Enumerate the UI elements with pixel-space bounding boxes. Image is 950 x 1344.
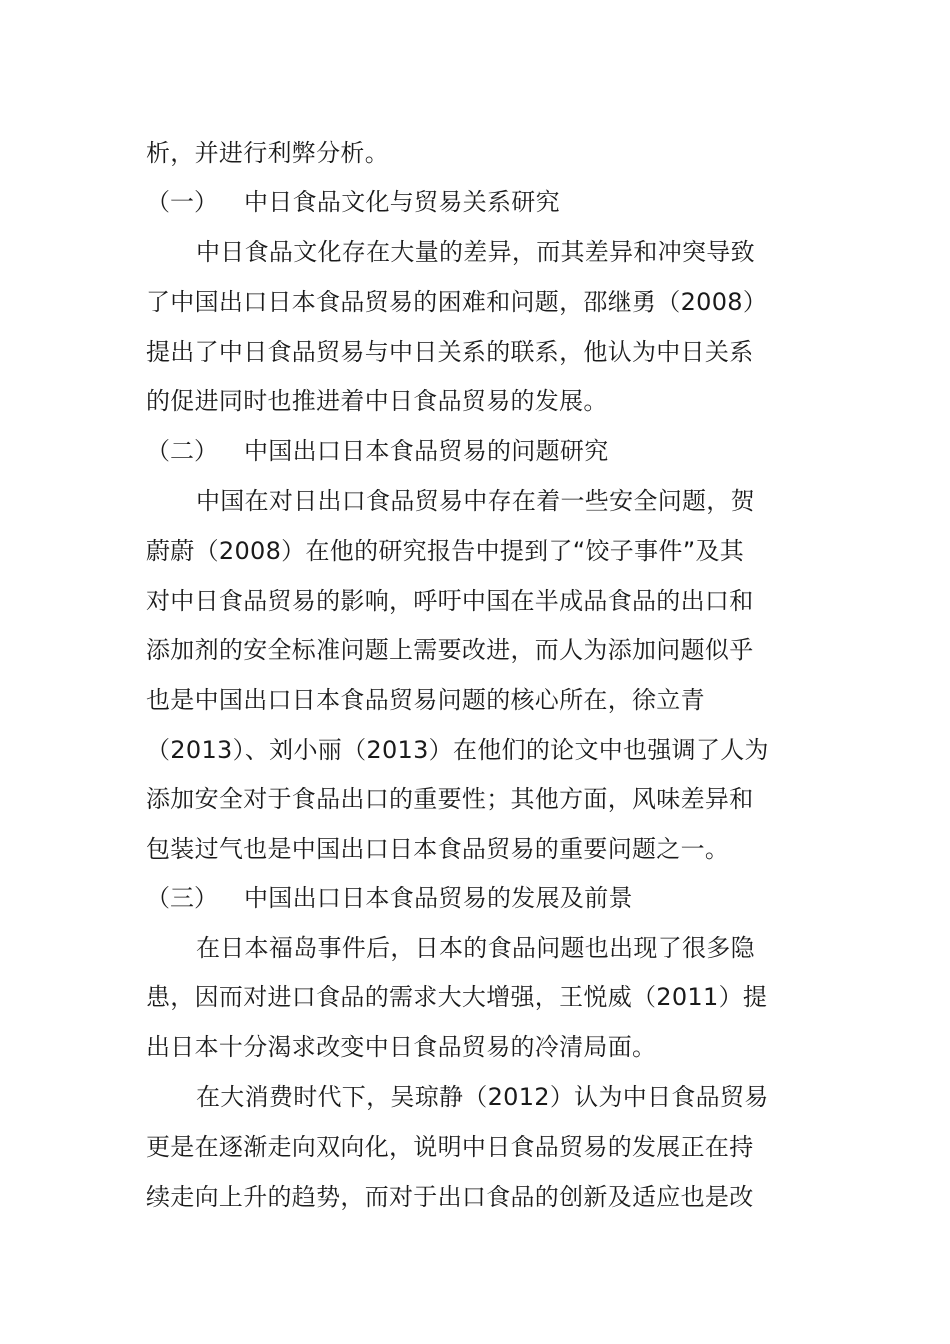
section-number: （三） [146,884,218,912]
section-heading-2 [146,436,609,466]
paragraph-line: 在大消费时代下，吴琼静（2012）认为中日食品贸易 [196,1083,769,1111]
paragraph-line: 中国在对日出口食品贸易中存在着一些安全问题，贺 [196,487,755,515]
section-number: （一） [146,188,218,216]
paragraph-line: 蔚蔚（2008）在他的研究报告中提到了“饺子事件”及其 [146,537,745,565]
paragraph-line: （2013）、刘小丽（2013）在他们的论文中也强调了人为 [146,736,769,764]
paragraph-line: 提出了中日食品贸易与中日关系的联系，他认为中日关系 [146,338,754,366]
paragraph-line: 患，因而对进口食品的需求大大增强，王悦威（2011）提 [146,983,768,1011]
section-title: 中国出口日本食品贸易的发展及前景 [244,884,633,912]
paragraph-line: 添加安全对于食品出口的重要性；其他方面，风味差异和 [146,785,754,813]
paragraph-line: 的促进同时也推进着中日食品贸易的发展。 [146,387,608,415]
paragraph-line: 在日本福岛事件后，日本的食品问题也出现了很多隐 [196,934,755,962]
paragraph-line: 添加剂的安全标准问题上需要改进，而人为添加问题似乎 [146,636,754,664]
section-number: （二） [146,437,218,465]
section-title: 中日食品文化与贸易关系研究 [244,188,560,216]
paragraph-line: 也是中国出口日本食品贸易问题的核心所在，徐立青 [146,686,705,714]
paragraph-line: 续走向上升的趋势，而对于出口食品的创新及适应也是改 [146,1183,754,1211]
paragraph-line: 了中国出口日本食品贸易的困难和问题，邵继勇（2008） [146,288,768,316]
paragraph-line: 对中日食品贸易的影响，呼吁中国在半成品食品的出口和 [146,587,754,615]
section-title: 中国出口日本食品贸易的问题研究 [244,437,609,465]
paragraph-line: 更是在逐渐走向双向化，说明中日食品贸易的发展正在持 [146,1133,754,1161]
paragraph-line: 出日本十分渴求改变中日食品贸易的冷清局面。 [146,1033,657,1061]
paragraph-line: 包装过气也是中国出口日本食品贸易的重要问题之一。 [146,835,730,863]
paragraph-line: 中日食品文化存在大量的差异，而其差异和冲突导致 [196,238,755,266]
section-heading-3 [146,883,633,913]
section-heading-1 [146,187,560,217]
paragraph-line: 析，并进行利弊分析。 [146,139,389,167]
